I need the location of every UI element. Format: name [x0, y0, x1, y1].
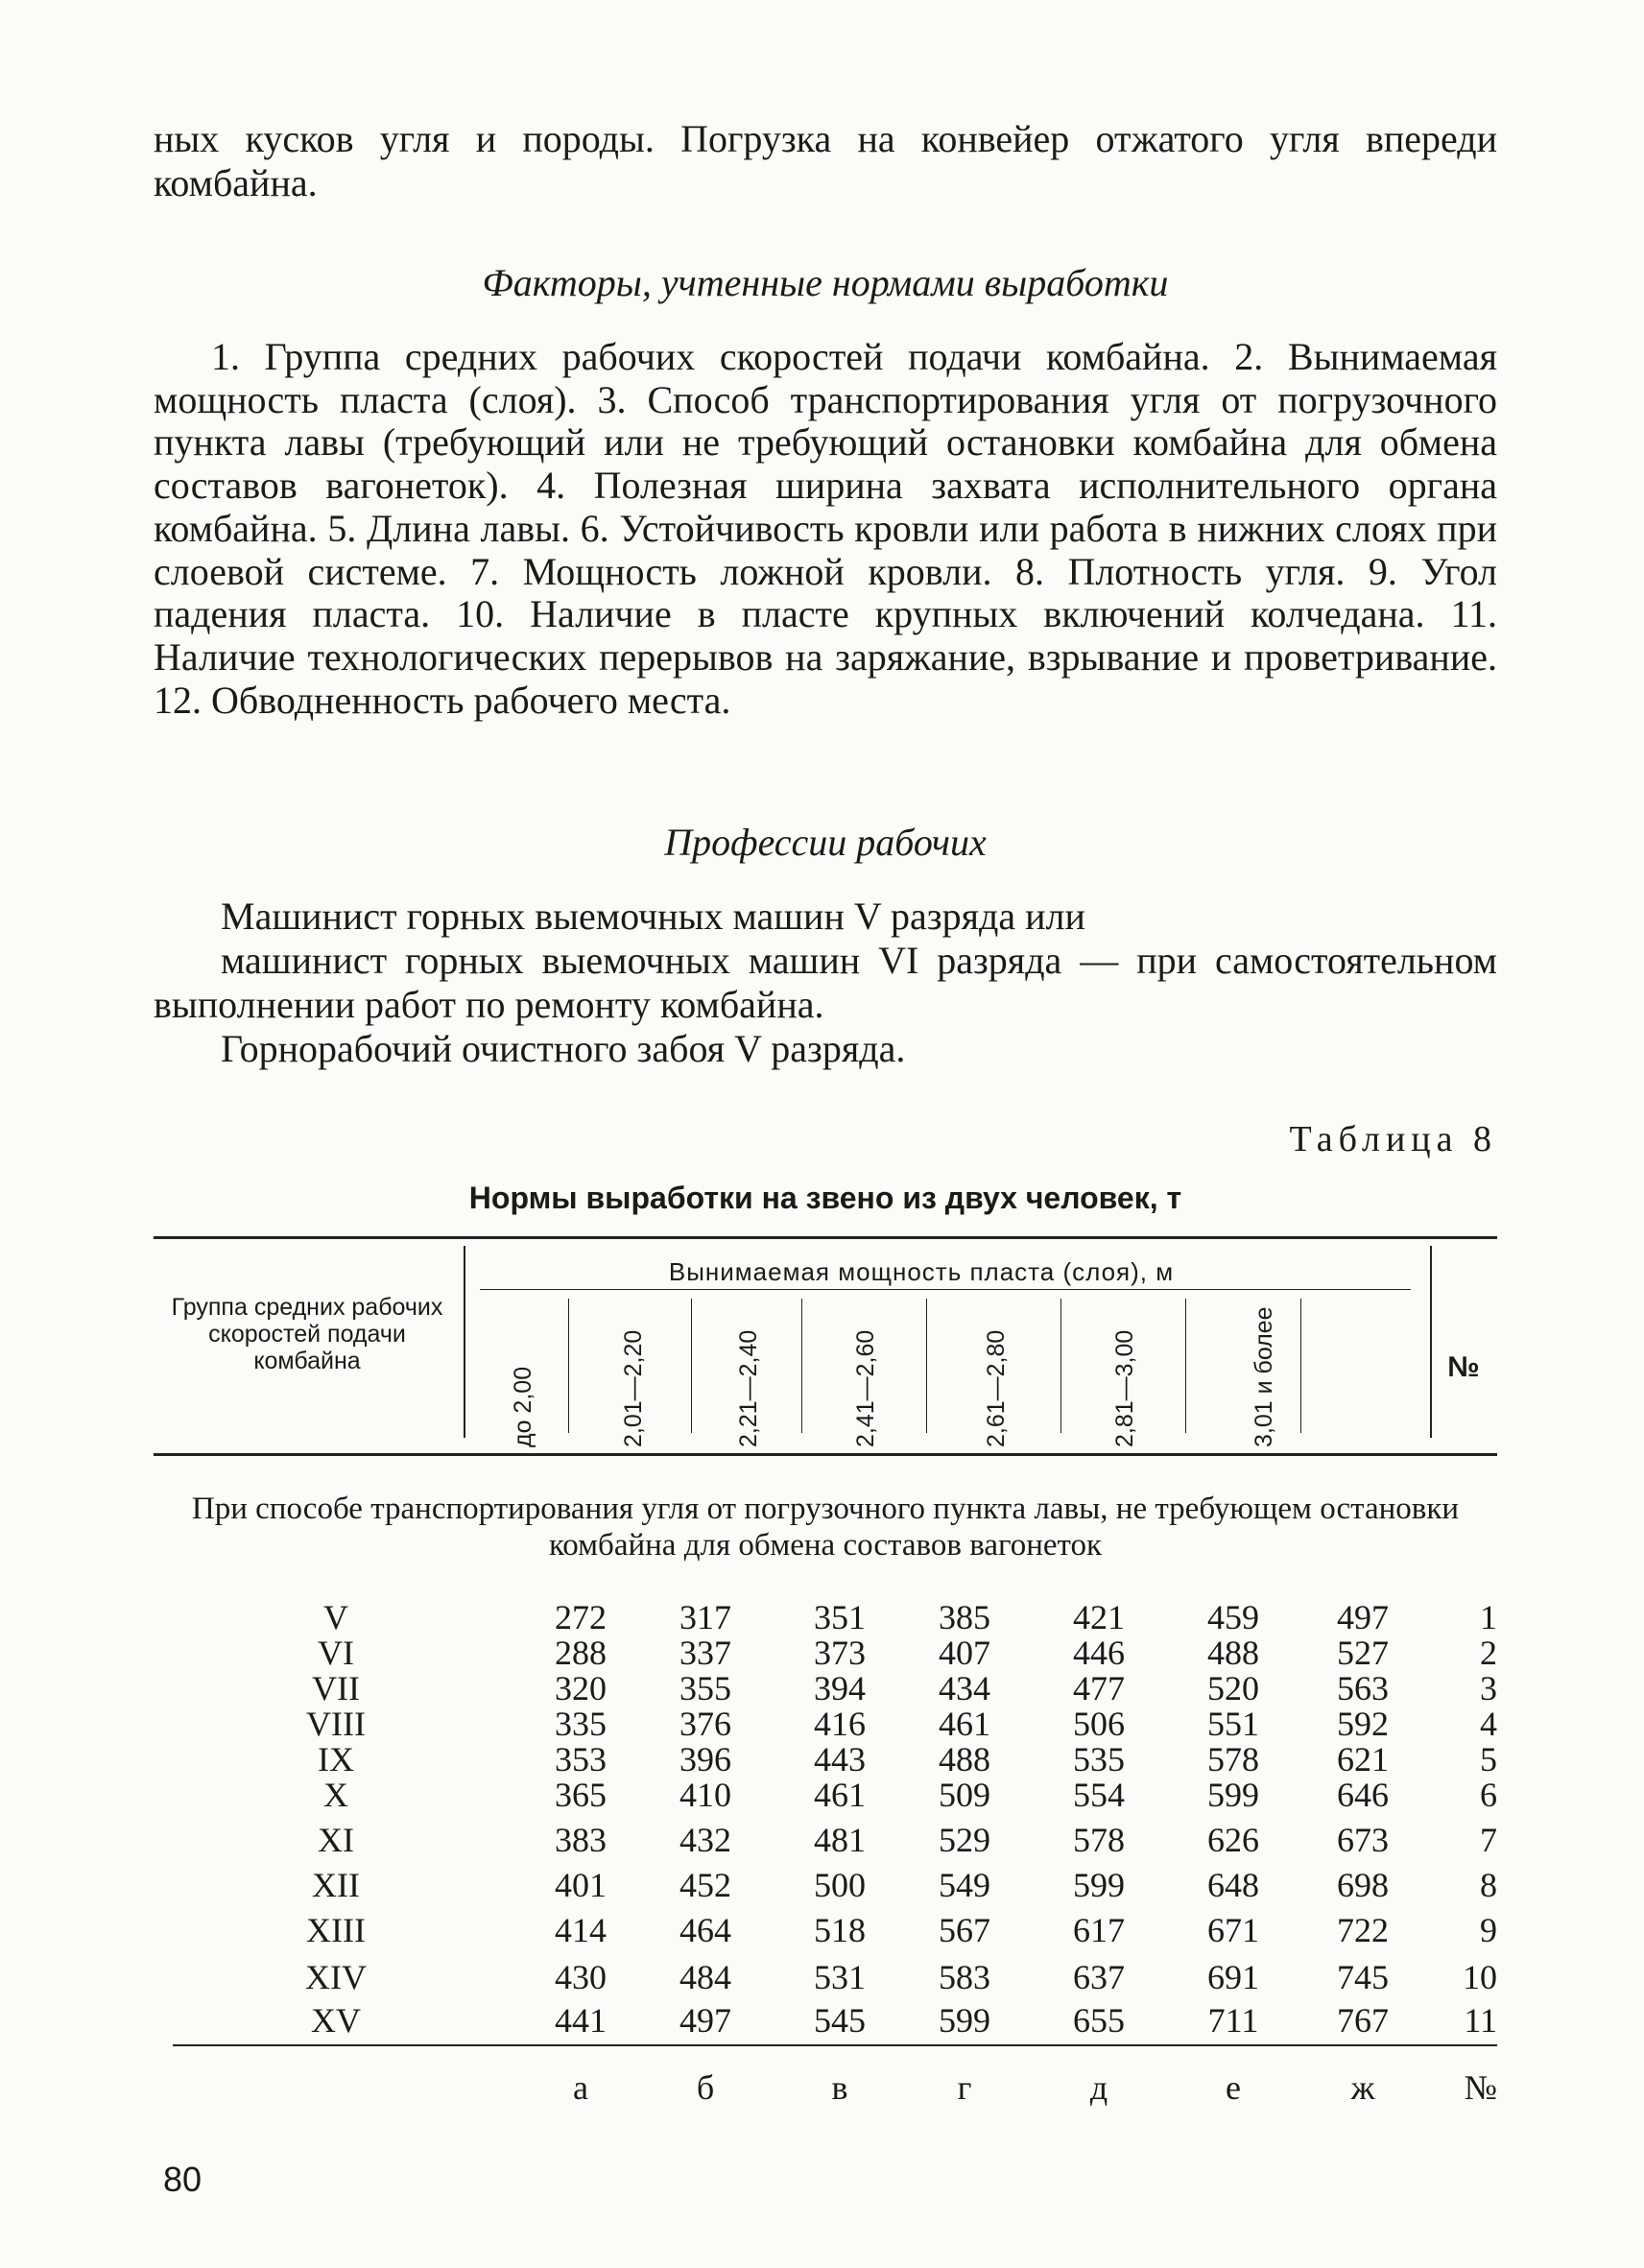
row-value: 592: [1337, 1705, 1389, 1743]
row-value: 563: [1337, 1669, 1389, 1707]
row-value: 373: [814, 1634, 866, 1672]
col-header-label: 2,21—2,40: [735, 1329, 762, 1447]
col-header-zh: [1217, 1294, 1284, 1447]
table-row: [154, 1740, 1497, 1779]
row-value: 617: [1073, 1911, 1125, 1949]
row-value: 527: [1337, 1634, 1389, 1672]
row-value: 535: [1073, 1740, 1125, 1779]
row-value: 745: [1337, 1958, 1389, 1996]
footer-letter: е: [1226, 2068, 1241, 2107]
header-divider: [1430, 1246, 1432, 1438]
footer-letter: б: [696, 2068, 715, 2107]
row-value: 477: [1073, 1669, 1125, 1707]
row-group: VIII: [306, 1705, 366, 1743]
row-value: 691: [1207, 1958, 1259, 1996]
row-value: 421: [1073, 1598, 1125, 1636]
table-bottom-rule: [173, 2044, 1497, 2046]
row-value: 414: [555, 1911, 607, 1949]
row-value: 335: [555, 1705, 607, 1743]
row-value: 549: [939, 1866, 990, 1904]
row-value: 461: [814, 1776, 866, 1814]
row-value: 351: [814, 1598, 866, 1636]
row-value: 673: [1337, 1821, 1389, 1859]
footer-letter: в: [831, 2068, 848, 2107]
row-value: 518: [814, 1911, 866, 1949]
row-value: 698: [1337, 1866, 1389, 1904]
row-group: XV: [311, 2001, 361, 2040]
row-value: 337: [679, 1634, 731, 1672]
row-number: 5: [1480, 1740, 1497, 1779]
row-value: 551: [1207, 1705, 1259, 1743]
row-value: 272: [555, 1598, 607, 1636]
table-title: Нормы выработки на звено из двух человек, т: [468, 1181, 1182, 1215]
col-header-a: [494, 1294, 552, 1447]
row-value: 646: [1337, 1776, 1389, 1814]
row-number: 6: [1480, 1776, 1497, 1814]
col-header-label: 2,01—2,20: [620, 1329, 647, 1447]
group-header: Группа средних рабочих скоростей подачи комбайна: [171, 1294, 443, 1374]
row-value: 626: [1207, 1821, 1259, 1859]
row-group: XIII: [306, 1911, 366, 1949]
col-divider: [1300, 1299, 1301, 1433]
row-value: 443: [814, 1740, 866, 1779]
section-note: При способе транспортирования угля от погрузочного пункта лавы, не требующем остановки комбайна для обмена составов вагонеток: [191, 1492, 1460, 1563]
footer-letter: д: [1089, 2068, 1108, 2107]
col-header-d: [967, 1294, 1025, 1447]
professions-heading: Профессии рабочих: [664, 821, 987, 864]
table-footer: [154, 2068, 1497, 2107]
header-bottom-rule: [154, 1453, 1497, 1456]
row-value: 621: [1337, 1740, 1389, 1779]
row-number: 1: [1480, 1598, 1497, 1636]
footer-letter: а: [573, 2068, 588, 2107]
row-value: 365: [555, 1776, 607, 1814]
row-value: 452: [679, 1866, 731, 1904]
table-row: [154, 1866, 1497, 1904]
col-header-v: [720, 1294, 777, 1447]
footer-letter: №: [1464, 2068, 1497, 2107]
row-value: 545: [814, 2001, 866, 2040]
header-divider: [464, 1246, 465, 1438]
row-value: 637: [1073, 1958, 1125, 1996]
row-value: 722: [1337, 1911, 1389, 1949]
row-value: 767: [1337, 2001, 1389, 2040]
row-number: 2: [1480, 1634, 1497, 1672]
thickness-header: Вынимаемая мощность пласта (слоя), м: [668, 1257, 1175, 1286]
row-value: 401: [555, 1866, 607, 1904]
row-value: 432: [679, 1821, 731, 1859]
no-header: №: [1447, 1351, 1480, 1383]
table-row: [154, 2001, 1497, 2040]
row-value: 648: [1207, 1866, 1259, 1904]
row-group: XII: [312, 1866, 360, 1904]
row-value: 396: [679, 1740, 731, 1779]
row-group: IX: [318, 1740, 354, 1779]
row-value: 288: [555, 1634, 607, 1672]
span-underline: [480, 1289, 1411, 1290]
table-row: [154, 1911, 1497, 1949]
row-group: X: [323, 1776, 348, 1814]
footer-letter: г: [957, 2068, 972, 2107]
row-value: 599: [1207, 1776, 1259, 1814]
row-value: 520: [1207, 1669, 1259, 1707]
row-value: 430: [555, 1958, 607, 1996]
row-value: 599: [939, 2001, 990, 2040]
row-value: 383: [555, 1821, 607, 1859]
col-header-e: [1096, 1294, 1154, 1447]
table-row: [154, 1776, 1497, 1814]
row-group: VII: [312, 1669, 360, 1707]
row-value: 671: [1207, 1911, 1259, 1949]
row-value: 385: [939, 1598, 990, 1636]
row-value: 554: [1073, 1776, 1125, 1814]
col-header-label: до 2,00: [510, 1366, 536, 1447]
row-value: 488: [1207, 1634, 1259, 1672]
row-value: 500: [814, 1866, 866, 1904]
row-value: 461: [939, 1705, 990, 1743]
row-value: 317: [679, 1598, 731, 1636]
page-number: 80: [163, 2160, 203, 2199]
row-value: 464: [679, 1911, 731, 1949]
col-divider: [1060, 1299, 1061, 1433]
col-header-label: 3,01 и более: [1251, 1306, 1277, 1447]
table-number: Таблица 8: [1289, 1119, 1497, 1159]
col-divider: [926, 1299, 927, 1433]
row-group: XIV: [305, 1958, 367, 1996]
row-value: 353: [555, 1740, 607, 1779]
row-value: 509: [939, 1776, 990, 1814]
row-value: 529: [939, 1821, 990, 1859]
row-value: 711: [1207, 2001, 1259, 2040]
table-row: [154, 1821, 1497, 1859]
row-value: 355: [679, 1669, 731, 1707]
profession-line-3: Горнорабочий очистного забоя V разряда.: [221, 1027, 906, 1070]
header-top-rule: [154, 1236, 1497, 1239]
row-value: 506: [1073, 1705, 1125, 1743]
row-number: 11: [1464, 2001, 1497, 2040]
row-value: 416: [814, 1705, 866, 1743]
col-divider: [1185, 1299, 1186, 1433]
row-value: 407: [939, 1634, 990, 1672]
row-number: 8: [1480, 1866, 1497, 1904]
row-value: 459: [1207, 1598, 1259, 1636]
row-value: 376: [679, 1705, 731, 1743]
row-value: 488: [939, 1740, 990, 1779]
row-number: 3: [1480, 1669, 1497, 1707]
row-group: V: [323, 1598, 348, 1636]
col-divider: [801, 1299, 802, 1433]
table-row: [154, 1634, 1497, 1672]
row-value: 446: [1073, 1634, 1125, 1672]
continuation-paragraph: ных кусков угля и породы. Погрузка на конвейер отжатого угля впереди комбайна.: [154, 117, 1497, 204]
col-header-g: [837, 1294, 894, 1447]
factors-paragraph: 1. Группа средних рабочих скоростей подачи комбайна. 2. Вынимаемая мощность пласта (слоя). 3. Способ транспортирования угля от погрузочного пункта лавы (требующий или не требующий остановки комбайна для обмена составов вагонеток). 4. Полезная ширина захвата исполнительного органа комбайна. 5. Длина лавы. 6. Устойчивость кровли или работа в нижних слоях при слоевой системе. 7. Мощность ложной кровли. 8. Плотность угля. 9. Угол падения пласта. 10. Наличие в пласте крупных включений колчедана. 11. Наличие технологических перерывов на заряжание, взрывание и проветривание. 12. Обводненность рабочего места.: [154, 335, 1497, 722]
row-value: 578: [1207, 1740, 1259, 1779]
row-value: 481: [814, 1821, 866, 1859]
row-value: 599: [1073, 1866, 1125, 1904]
row-number: 7: [1480, 1821, 1497, 1859]
footer-letter: ж: [1350, 2068, 1375, 2107]
row-value: 655: [1073, 2001, 1125, 2040]
table-row: [154, 1669, 1497, 1707]
row-value: 578: [1073, 1821, 1125, 1859]
row-value: 567: [939, 1911, 990, 1949]
row-number: 4: [1480, 1705, 1497, 1743]
row-group: VI: [318, 1634, 354, 1672]
row-value: 394: [814, 1669, 866, 1707]
factors-heading: Факторы, учтенные нормами выработки: [482, 261, 1169, 304]
row-number: 10: [1463, 1958, 1497, 1996]
row-value: 434: [939, 1669, 990, 1707]
row-value: 583: [939, 1958, 990, 1996]
col-divider: [568, 1299, 569, 1433]
row-value: 531: [814, 1958, 866, 1996]
col-header-label: 2,41—2,60: [852, 1329, 879, 1447]
row-number: 9: [1480, 1911, 1497, 1949]
profession-line-2: машинист горных выемочных машин VI разряда — при самостоятельном выполнении работ по ремонту комбайна.: [154, 939, 1497, 1026]
col-header-label: 2,61—2,80: [983, 1329, 1010, 1447]
row-value: 484: [679, 1958, 731, 1996]
row-group: XI: [318, 1821, 354, 1859]
row-value: 410: [679, 1776, 731, 1814]
table-row: [154, 1958, 1497, 1996]
row-value: 497: [1337, 1598, 1389, 1636]
row-value: 320: [555, 1669, 607, 1707]
table-header: [154, 1236, 1497, 1459]
col-header-label: 2,81—3,00: [1111, 1329, 1138, 1447]
col-divider: [691, 1299, 692, 1433]
table-row: [154, 1705, 1497, 1743]
col-header-b: [605, 1294, 662, 1447]
table-row: [154, 1598, 1497, 1636]
row-value: 497: [679, 2001, 731, 2040]
row-value: 441: [555, 2001, 607, 2040]
profession-line-1: Машинист горных выемочных машин V разряда или: [221, 895, 1085, 938]
